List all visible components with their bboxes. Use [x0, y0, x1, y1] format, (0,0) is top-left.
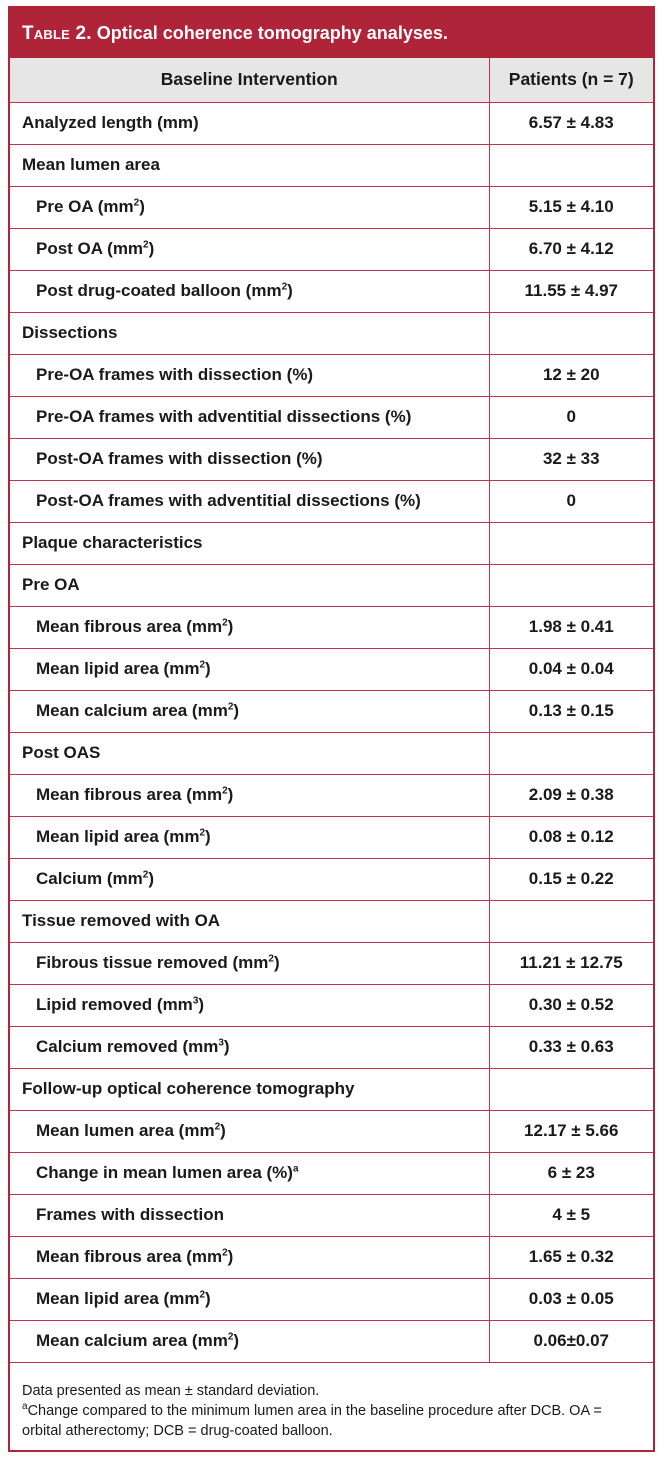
row-label-suffix: ) — [205, 659, 211, 678]
row-value: 0.13 ± 0.15 — [489, 690, 653, 732]
row-label — [10, 144, 489, 186]
row-label — [10, 1278, 489, 1320]
row-value: 12 ± 20 — [489, 354, 653, 396]
row-label-text: Change in mean lumen area (%) — [36, 1163, 293, 1182]
table-row — [10, 984, 653, 1026]
row-label-superscript: 2 — [214, 1121, 221, 1133]
row-label — [10, 564, 489, 606]
row-label-superscript: 2 — [143, 239, 149, 251]
table-row — [10, 690, 653, 732]
row-label-suffix: ) — [205, 827, 211, 846]
row-label-text: Post-OA frames with dissection (%) — [36, 449, 323, 468]
row-label — [10, 480, 489, 522]
row-value: 0.30 ± 0.52 — [489, 984, 653, 1026]
row-label-text: Follow-up optical coherence tomography — [22, 1079, 355, 1098]
row-value: 0.04 ± 0.04 — [489, 648, 653, 690]
row-value: 0.03 ± 0.05 — [489, 1278, 653, 1320]
row-label-text: Mean fibrous area (mm — [36, 1247, 223, 1266]
row-label — [10, 816, 489, 858]
row-label — [10, 1236, 489, 1278]
table-row — [10, 648, 653, 690]
row-label-superscript: 2 — [142, 869, 149, 881]
row-label-text: Mean lumen area (mm — [36, 1121, 215, 1140]
row-value: 2.09 ± 0.38 — [489, 774, 653, 816]
row-label — [10, 732, 489, 774]
table-row — [10, 354, 653, 396]
table-body — [10, 102, 653, 1362]
row-label — [10, 858, 489, 900]
row-value: 0.15 ± 0.22 — [489, 858, 653, 900]
table-row — [10, 1320, 653, 1362]
row-label-superscript: 2 — [227, 701, 234, 713]
table-row — [10, 858, 653, 900]
row-label-suffix: ) — [205, 1289, 211, 1308]
row-label — [10, 1152, 489, 1194]
header-patients: Patients (n = 7) — [489, 58, 653, 102]
table-frame — [8, 6, 655, 1452]
row-label-superscript: 3 — [192, 995, 199, 1007]
row-label-text: Mean calcium area (mm — [36, 1331, 228, 1350]
row-value: 0.08 ± 0.12 — [489, 816, 653, 858]
row-label-superscript: 2 — [222, 1247, 228, 1259]
row-label-text: Mean lipid area (mm — [36, 1289, 200, 1308]
row-label-text: Post-OA frames with adventitial dissections (%) — [36, 491, 421, 510]
row-label-text: Post OAS — [22, 743, 101, 762]
row-label-superscript: 2 — [281, 281, 288, 293]
row-label-text: Pre OA (mm — [36, 197, 134, 216]
row-value: 4 ± 5 — [489, 1194, 653, 1236]
table-row — [10, 942, 653, 984]
footnote-a-mark: a — [22, 1400, 28, 1412]
row-label-text: Post drug-coated balloon (mm — [36, 281, 282, 300]
row-label-text: Mean lipid area (mm — [36, 827, 200, 846]
row-label-text: Calcium removed (mm — [36, 1037, 219, 1056]
row-label-text: Mean lipid area (mm — [36, 659, 200, 678]
row-value — [489, 900, 653, 942]
row-label — [10, 690, 489, 732]
row-label-superscript: 2 — [199, 1289, 205, 1301]
row-label-text: Mean lumen area — [22, 155, 160, 174]
row-label-text: Post OA (mm — [36, 239, 144, 258]
table-row — [10, 564, 653, 606]
table-row — [10, 1236, 653, 1278]
row-label-text: Mean fibrous area (mm — [36, 617, 223, 636]
row-label — [10, 900, 489, 942]
row-label-text: Analyzed length (mm) — [22, 113, 199, 132]
table-row — [10, 186, 653, 228]
table-row — [10, 900, 653, 942]
table-row — [10, 102, 653, 144]
row-label — [10, 1320, 489, 1362]
row-label-text: Plaque characteristics — [22, 533, 203, 552]
row-label-text: Calcium (mm — [36, 869, 143, 888]
row-label — [10, 102, 489, 144]
row-label-superscript: 2 — [222, 617, 228, 629]
row-value: 6 ± 23 — [489, 1152, 653, 1194]
row-label — [10, 942, 489, 984]
row-value: 11.55 ± 4.97 — [489, 270, 653, 312]
header-baseline-intervention: Baseline Intervention — [10, 58, 489, 102]
row-label-text: Tissue removed with OA — [22, 911, 221, 930]
row-label-suffix: ) — [148, 239, 155, 258]
row-label-text: Dissections — [22, 323, 118, 342]
row-label-superscript: 2 — [268, 953, 274, 965]
table-row — [10, 396, 653, 438]
row-label — [10, 438, 489, 480]
table-number: Table 2. — [22, 23, 92, 44]
row-label-suffix: ) — [287, 281, 293, 300]
row-value: 0 — [489, 480, 653, 522]
row-label — [10, 396, 489, 438]
row-label-suffix: ) — [223, 1037, 230, 1056]
row-label — [10, 648, 489, 690]
table-title: Optical coherence tomography analyses. — [96, 23, 448, 43]
row-label-suffix: ) — [220, 1121, 226, 1140]
table-row — [10, 438, 653, 480]
table-row — [10, 774, 653, 816]
row-label-superscript: 2 — [227, 1331, 234, 1343]
row-value — [489, 144, 653, 186]
row-value — [489, 522, 653, 564]
row-value — [489, 564, 653, 606]
table-row — [10, 522, 653, 564]
row-label-suffix: ) — [148, 869, 154, 888]
row-label — [10, 984, 489, 1026]
row-label — [10, 228, 489, 270]
row-label-text: Frames with dissection — [36, 1205, 224, 1224]
row-label-superscript: 2 — [222, 785, 228, 797]
oct-analyses-table — [10, 58, 653, 1363]
row-value: 0.06±0.07 — [489, 1320, 653, 1362]
row-value — [489, 312, 653, 354]
table-row — [10, 1278, 653, 1320]
row-label-superscript: a — [292, 1163, 299, 1175]
row-label-text: Mean fibrous area (mm — [36, 785, 223, 804]
row-label-suffix: ) — [233, 1331, 240, 1350]
row-label — [10, 522, 489, 564]
table-row — [10, 312, 653, 354]
row-label-text: Pre-OA frames with adventitial dissections (%) — [36, 407, 412, 426]
table-row — [10, 1110, 653, 1152]
table-row — [10, 816, 653, 858]
table-row — [10, 732, 653, 774]
table-row — [10, 270, 653, 312]
table-row — [10, 480, 653, 522]
table-row — [10, 228, 653, 270]
table-row — [10, 606, 653, 648]
row-label-text: Mean calcium area (mm — [36, 701, 228, 720]
row-label-suffix: ) — [227, 1247, 234, 1266]
row-label-superscript: 3 — [218, 1037, 224, 1049]
row-label-superscript: 2 — [199, 827, 205, 839]
row-value: 0.33 ± 0.63 — [489, 1026, 653, 1068]
row-value — [489, 1068, 653, 1110]
table-row — [10, 144, 653, 186]
table-row — [10, 1068, 653, 1110]
row-label-text: Pre OA — [22, 575, 80, 594]
row-label-suffix: ) — [227, 617, 234, 636]
row-value: 0 — [489, 396, 653, 438]
table-footnotes — [10, 1363, 653, 1441]
row-label-suffix: ) — [227, 785, 234, 804]
row-label-suffix: ) — [273, 953, 280, 972]
table-header-row — [10, 58, 653, 102]
row-value: 1.65 ± 0.32 — [489, 1236, 653, 1278]
row-value: 1.98 ± 0.41 — [489, 606, 653, 648]
row-label-superscript: 2 — [199, 659, 205, 671]
row-value: 5.15 ± 4.10 — [489, 186, 653, 228]
row-label-text: Pre-OA frames with dissection (%) — [36, 365, 314, 384]
footnote-a-text: Change compared to the minimum lumen area in the baseline procedure after DCB. OA = orbital atherectomy; DCB = drug-coated balloon. — [22, 1402, 602, 1439]
row-label — [10, 1194, 489, 1236]
row-label — [10, 1110, 489, 1152]
footnote-data-presented: Data presented as mean ± standard deviation. — [22, 1382, 320, 1399]
table-row — [10, 1152, 653, 1194]
table-row — [10, 1026, 653, 1068]
row-label — [10, 312, 489, 354]
row-label-suffix: ) — [139, 197, 145, 216]
row-label-suffix: ) — [233, 701, 240, 720]
row-value: 11.21 ± 12.75 — [489, 942, 653, 984]
row-value: 32 ± 33 — [489, 438, 653, 480]
footnote-a — [22, 1401, 643, 1441]
table-row — [10, 1194, 653, 1236]
row-label — [10, 606, 489, 648]
row-label-suffix: ) — [198, 995, 205, 1014]
row-label — [10, 1068, 489, 1110]
row-value: 6.57 ± 4.83 — [489, 102, 653, 144]
row-value: 6.70 ± 4.12 — [489, 228, 653, 270]
row-label-text: Lipid removed (mm — [36, 995, 193, 1014]
row-label-text: Fibrous tissue removed (mm — [36, 953, 269, 972]
row-label — [10, 270, 489, 312]
row-label — [10, 186, 489, 228]
row-label — [10, 774, 489, 816]
table-title-bar — [10, 8, 653, 58]
row-label — [10, 1026, 489, 1068]
row-label-superscript: 2 — [133, 197, 140, 209]
row-value — [489, 732, 653, 774]
row-value: 12.17 ± 5.66 — [489, 1110, 653, 1152]
row-label — [10, 354, 489, 396]
